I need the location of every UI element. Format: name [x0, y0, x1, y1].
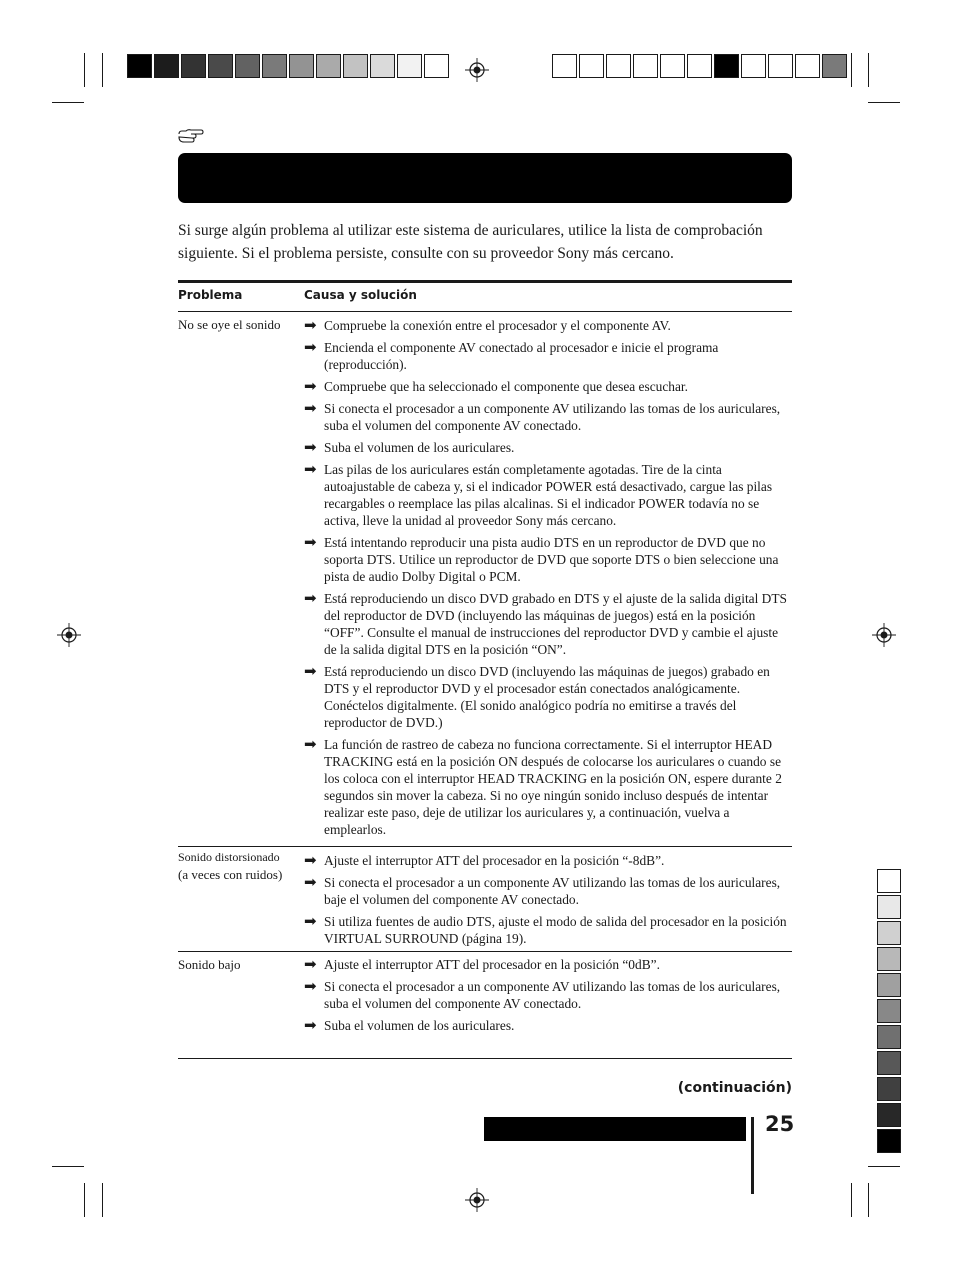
cause-item: ➡ Ajuste el interruptor ATT del procesador en la posición “-8dB”.: [304, 851, 665, 869]
color-swatch: [687, 54, 712, 78]
column-header-cause: Causa y solución: [304, 288, 417, 302]
page-number: 25: [765, 1112, 795, 1136]
color-swatch: [795, 54, 820, 78]
registration-mark-icon: [465, 1188, 489, 1212]
right-arrow-icon: ➡: [304, 399, 317, 417]
cause-item: ➡ La función de rastreo de cabeza no funciona correctamente. Si el interruptor HEAD TRACKING está en la posición ON después de colocarse los auriculares o cuando se los coloca con el interruptor HEAD TRACKING en la posición ON, espere durante 2 segundos sin mover la cabeza. Si no oye ningún sonido incluso después de intentar realizar este paso, deje de utilizar los auriculares y, a continuación, vuelva a emplearlos.: [304, 735, 782, 837]
cause-item: ➡ Está reproduciendo un disco DVD grabado en DTS y el ajuste de la salida digital DTS del reproductor de DVD (incluyendo las máquinas de juegos) está en la posición “OFF”. Consulte el manual de instrucciones del reproductor DVD y cambie el ajuste de la salida digital DTS en la posición “ON”.: [304, 589, 787, 657]
side-thumb-tabs: [877, 869, 901, 1155]
color-swatch: [154, 54, 179, 78]
right-arrow-icon: ➡: [304, 735, 317, 753]
cause-item: ➡ Si conecta el procesador a un componente AV utilizando las tomas de los auriculares, suba el volumen del componente AV conectado.: [304, 977, 781, 1011]
table-top-rule: [178, 280, 792, 283]
thumb-tab: [877, 973, 901, 997]
thumb-tab: [877, 1103, 901, 1127]
footer-bar: [484, 1117, 746, 1141]
color-swatch: [262, 54, 287, 78]
grayscale-swatches-left: [127, 54, 451, 78]
cause-item: ➡ Compruebe que ha seleccionado el componente que desea escuchar.: [304, 377, 688, 395]
right-arrow-icon: ➡: [304, 377, 317, 395]
cause-item: ➡ Si utiliza fuentes de audio DTS, ajuste el modo de salida del procesador en la posición VIRTUAL SURROUND (página 19).: [304, 912, 787, 946]
color-swatch: [208, 54, 233, 78]
thumb-tab: [877, 1129, 901, 1153]
right-arrow-icon: ➡: [304, 851, 317, 869]
intro-paragraph: Si surge algún problema al utilizar este sistema de auriculares, utilice la lista de comprobación siguiente. Si el problema persiste, consulte con su proveedor Sony más cercano.: [178, 222, 763, 262]
page-number-rule: [751, 1117, 754, 1194]
color-swatch: [127, 54, 152, 78]
thumb-tab: [877, 895, 901, 919]
cause-item: ➡ Ajuste el interruptor ATT del procesador en la posición “0dB”.: [304, 955, 660, 973]
header-divider: [178, 311, 792, 312]
cause-item: ➡ Suba el volumen de los auriculares.: [304, 1016, 515, 1034]
color-swatch: [397, 54, 422, 78]
cause-item: ➡ Si conecta el procesador a un componente AV utilizando las tomas de los auriculares, suba el volumen del componente AV conectado.: [304, 399, 781, 433]
cause-item: ➡ Si conecta el procesador a un componente AV utilizando las tomas de los auriculares, baje el volumen del componente AV conectado.: [304, 873, 781, 907]
color-swatch: [606, 54, 631, 78]
right-arrow-icon: ➡: [304, 873, 317, 891]
color-swatch: [343, 54, 368, 78]
color-swatch: [316, 54, 341, 78]
color-swatch: [714, 54, 739, 78]
right-arrow-icon: ➡: [304, 338, 317, 356]
thumb-tab: [877, 1025, 901, 1049]
table-bottom-rule: [178, 1058, 792, 1059]
thumb-tab: [877, 947, 901, 971]
column-header-problem: Problema: [178, 288, 243, 302]
cause-item: ➡ Encienda el componente AV conectado al procesador e inicie el programa (reproducción).: [304, 338, 719, 372]
color-swatch: [370, 54, 395, 78]
cause-item: ➡ Está reproduciendo un disco DVD (incluyendo las máquinas de juegos) grabado en DTS y el reproductor DVD y el procesador están conectados analógicamente. Conéctelos digitalmente. (El sonido analógico podría no emitirse a través del reproductor de DVD.): [304, 662, 770, 730]
registration-mark-icon: [872, 623, 896, 647]
right-arrow-icon: ➡: [304, 977, 317, 995]
color-swatch: [768, 54, 793, 78]
right-arrow-icon: ➡: [304, 438, 317, 456]
right-arrow-icon: ➡: [304, 912, 317, 930]
cause-item: ➡ Compruebe la conexión entre el procesador y el componente AV.: [304, 316, 671, 334]
color-swatch: [289, 54, 314, 78]
color-swatch: [579, 54, 604, 78]
cause-item: ➡ Suba el volumen de los auriculares.: [304, 438, 515, 456]
color-swatch: [660, 54, 685, 78]
pointing-hand-icon: [178, 128, 204, 144]
color-swatch: [552, 54, 577, 78]
right-arrow-icon: ➡: [304, 662, 317, 680]
color-swatch: [424, 54, 449, 78]
right-arrow-icon: ➡: [304, 589, 317, 607]
registration-mark-icon: [57, 623, 81, 647]
thumb-tab: [877, 999, 901, 1023]
cause-list: [304, 956, 794, 1039]
right-arrow-icon: ➡: [304, 316, 317, 334]
continuation-label: (continuación): [677, 1080, 792, 1096]
grayscale-swatches-right: [552, 54, 849, 78]
cause-item: ➡ Está intentando reproducir una pista audio DTS en un reproductor de DVD que no soporta DTS. Utilice un reproductor de DVD que soporte DTS o bien seleccione una pista de audio Dolby Digital o PCM.: [304, 533, 779, 584]
cause-list: [304, 852, 794, 952]
section-title-bar: [178, 153, 792, 203]
problem-label: Sonido bajo: [178, 957, 241, 972]
color-swatch: [181, 54, 206, 78]
right-arrow-icon: ➡: [304, 1016, 317, 1034]
thumb-tab: [877, 1051, 901, 1075]
color-swatch: [633, 54, 658, 78]
cause-list: [304, 317, 794, 843]
problem-label: No se oye el sonido: [178, 317, 281, 332]
color-swatch: [741, 54, 766, 78]
thumb-tab: [877, 921, 901, 945]
thumb-tab: [877, 869, 901, 893]
cause-item: ➡ Las pilas de los auriculares están completamente agotadas. Tire de la cinta autoajustable de cabeza y, si el indicador POWER está desactivado, cargue las pilas recargables o reemplace las pilas alcalinas. Si el indicador POWER todavía no se activa, lleve la unidad al proveedor Sony más cercano.: [304, 460, 773, 528]
thumb-tab: [877, 1077, 901, 1101]
color-swatch: [235, 54, 260, 78]
color-swatch: [822, 54, 847, 78]
row-divider: [178, 951, 792, 952]
right-arrow-icon: ➡: [304, 460, 317, 478]
right-arrow-icon: ➡: [304, 533, 317, 551]
problem-label: Sonido distorsionado (a veces con ruidos): [178, 850, 283, 882]
right-arrow-icon: ➡: [304, 955, 317, 973]
registration-mark-icon: [465, 58, 489, 82]
row-divider: [178, 846, 792, 847]
